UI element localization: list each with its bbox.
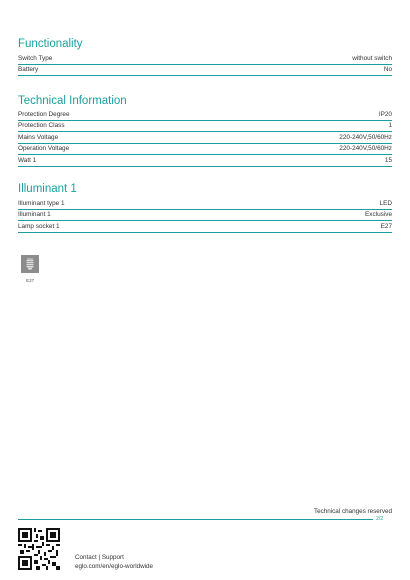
row-value: 220-240V,50/60Hz	[339, 133, 392, 141]
functionality-table	[18, 53, 392, 76]
row-value: IP20	[378, 110, 392, 118]
table-row	[18, 155, 392, 167]
row-label: Switch Type	[18, 54, 53, 62]
row-label: Mains Voltage	[18, 133, 59, 141]
table-row	[18, 121, 392, 133]
technical-changes-note: Technical changes reserved	[313, 508, 392, 515]
section-title-functionality: Functionality	[18, 38, 83, 50]
lamp-socket-icon	[21, 255, 39, 273]
table-row	[18, 144, 392, 156]
page-number: 2/2	[376, 516, 384, 522]
row-label: Battery	[18, 66, 39, 74]
qr-code-icon	[18, 528, 60, 570]
technical-information-table	[18, 109, 392, 167]
row-value: without switch	[352, 54, 392, 62]
row-label: Illuminant 1	[18, 211, 51, 219]
lamp-socket-label: E27	[26, 278, 35, 283]
row-label: Illuminant type 1	[18, 199, 65, 207]
eglo-website-link[interactable]: eglo.com/en/eglo-worldwide	[75, 563, 154, 570]
row-label: Lamp socket 1	[18, 222, 60, 230]
row-value: No	[383, 66, 392, 74]
row-value: 220-240V,50/60Hz	[339, 145, 392, 153]
table-row	[18, 210, 392, 222]
row-label: Watt 1	[18, 156, 37, 164]
table-row	[18, 109, 392, 121]
table-row	[18, 53, 392, 65]
row-value: 15	[384, 156, 392, 164]
table-row	[18, 198, 392, 210]
row-value: 1	[388, 122, 392, 130]
row-label: Protection Degree	[18, 110, 70, 118]
row-label: Operation Voltage	[18, 145, 70, 153]
section-title-technical-information: Technical Information	[18, 95, 127, 107]
row-value: LED	[379, 199, 392, 207]
section-title-illuminant: Illuminant 1	[18, 183, 77, 195]
row-label: Protection Class	[18, 122, 65, 130]
table-row	[18, 132, 392, 144]
illuminant-table	[18, 198, 392, 233]
table-row	[18, 65, 392, 77]
table-row	[18, 221, 392, 233]
footer-divider	[18, 519, 373, 520]
contact-support-link[interactable]: Contact | Support	[75, 554, 124, 561]
row-value: Exclusive	[365, 211, 392, 219]
row-value: E27	[380, 222, 392, 230]
contact-block	[75, 553, 153, 571]
